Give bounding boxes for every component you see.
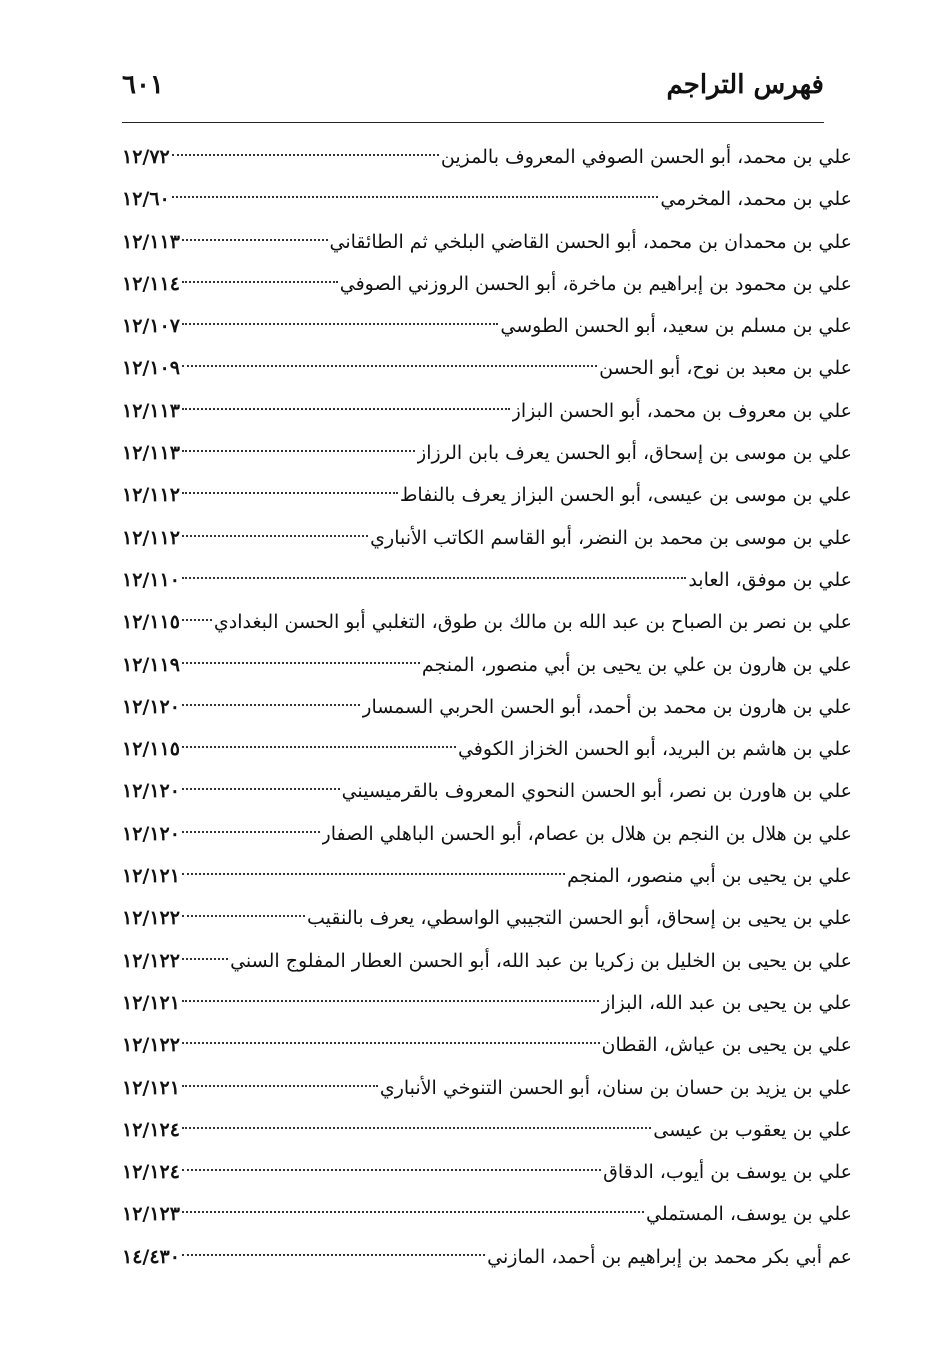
entry-reference: ١٢/١١٢: [122, 484, 180, 507]
entry-name: علي بن يحيى بن عياش، القطان: [601, 1034, 852, 1057]
entry-name: علي بن يعقوب بن عيسى: [653, 1118, 852, 1141]
entry-name: علي بن معروف بن محمد، أبو الحسن البزاز: [511, 399, 852, 422]
dot-leader: [172, 196, 659, 198]
dot-leader: [182, 577, 686, 579]
dot-leader: [182, 1254, 485, 1256]
dot-leader: [182, 704, 360, 706]
index-entry: [122, 855, 852, 897]
entry-name: علي بن يوسف، المستملي: [645, 1203, 852, 1226]
dot-leader: [182, 746, 456, 748]
index-entry: [122, 432, 852, 474]
dot-leader: [182, 1127, 651, 1129]
index-entries-list: [122, 136, 852, 1278]
entry-reference: ١٢/١١٠: [122, 568, 180, 591]
entry-name: علي بن موسى بن إسحاق، أبو الحسن يعرف بابن الرزاز: [417, 442, 852, 465]
index-entry: [122, 517, 852, 559]
dot-leader: [182, 408, 510, 410]
entry-reference: ١٢/١٢٤: [122, 1118, 180, 1141]
index-entry: [122, 644, 852, 686]
entry-name: علي بن محمود بن إبراهيم بن ماخرة، أبو الحسن الروزني الصوفي: [339, 272, 852, 295]
index-entry: [122, 940, 852, 982]
entry-name: علي بن محمد، المخرمي: [660, 188, 852, 211]
entry-name: علي بن هارون بن محمد بن أحمد، أبو الحسن الحربي السمسار: [362, 695, 852, 718]
entry-reference: ١٢/١١٣: [122, 230, 180, 253]
entry-name: علي بن موسى بن عيسى، أبو الحسن البزاز يعرف بالنفاط: [399, 484, 852, 507]
entry-name: علي بن موفق، العابد: [688, 568, 852, 591]
entry-name: علي بن يحيى بن الخليل بن زكريا بن عبد الله، أبو الحسن العطار المفلوج السني: [230, 949, 852, 972]
index-entry: [122, 728, 852, 770]
entry-name: علي بن هاورن بن نصر، أبو الحسن النحوي المعروف بالقرميسيني: [341, 780, 852, 803]
dot-leader: [182, 1000, 599, 1002]
page-header: [122, 66, 824, 114]
index-entry: [122, 559, 852, 601]
entry-reference: ١٢/١٢٢: [122, 907, 180, 930]
dot-leader: [182, 619, 212, 621]
index-entry: [122, 136, 852, 178]
dot-leader: [182, 1169, 601, 1171]
index-entry: [122, 1236, 852, 1278]
entry-reference: ١٢/١١٤: [122, 272, 180, 295]
entry-reference: ١٢/١١٥: [122, 611, 180, 634]
index-entry: [122, 1067, 852, 1109]
entry-reference: ١٢/١١٣: [122, 442, 180, 465]
index-entry: [122, 263, 852, 305]
index-entry: [122, 474, 852, 516]
header-rule: [122, 122, 824, 123]
dot-leader: [182, 281, 338, 283]
entry-reference: ١٢/١٢١: [122, 1076, 180, 1099]
index-entry: [122, 1151, 852, 1193]
entry-name: علي بن هاشم بن البريد، أبو الحسن الخزاز الكوفي: [457, 738, 852, 761]
dot-leader: [182, 1211, 644, 1213]
dot-leader: [182, 1085, 378, 1087]
entry-reference: ١٢/١٢١: [122, 991, 180, 1014]
page-title: فهرس التراجم: [666, 70, 824, 100]
entry-reference: ١٢/٦٠: [122, 188, 170, 211]
entry-reference: ١٢/١٢٠: [122, 695, 180, 718]
entry-reference: ١٢/١٢٤: [122, 1161, 180, 1184]
entry-reference: ١٢/١١٢: [122, 526, 180, 549]
dot-leader: [182, 831, 320, 833]
entry-reference: ١٢/١٢٠: [122, 780, 180, 803]
entry-name: علي بن معبد بن نوح، أبو الحسن: [599, 357, 852, 380]
entry-reference: ١٢/١٢٠: [122, 822, 180, 845]
index-entry: [122, 221, 852, 263]
entry-reference: ١٢/١١٩: [122, 653, 180, 676]
dot-leader: [182, 788, 340, 790]
entry-name: علي بن مسلم بن سعيد، أبو الحسن الطوسي: [500, 315, 852, 338]
entry-name: علي بن يزيد بن حسان بن سنان، أبو الحسن التنوخي الأنباري: [379, 1076, 852, 1099]
index-entry: [122, 897, 852, 939]
index-entry: [122, 1024, 852, 1066]
entry-reference: ١٢/١٢١: [122, 865, 180, 888]
index-entry: [122, 305, 852, 347]
entry-name: علي بن محمد، أبو الحسن الصوفي المعروف بالمزين: [440, 146, 852, 168]
index-entry: [122, 601, 852, 643]
entry-name: علي بن يحيى بن عبد الله، البزاز: [601, 991, 852, 1014]
entry-name: علي بن يوسف بن أيوب، الدقاق: [603, 1161, 852, 1184]
dot-leader: [182, 1042, 600, 1044]
entry-reference: ١٤/٤٣٠: [122, 1245, 180, 1268]
entry-name: علي بن يحيى بن أبي منصور، المنجم: [567, 865, 852, 888]
entry-name: عم أبي بكر محمد بن إبراهيم بن أحمد، المازني: [487, 1245, 852, 1268]
dot-leader: [182, 365, 597, 367]
page-number: ٦٠١: [122, 70, 164, 100]
dot-leader: [182, 450, 415, 452]
dot-leader: [182, 239, 328, 241]
index-entry: [122, 390, 852, 432]
dot-leader: [172, 154, 439, 156]
dot-leader: [182, 873, 565, 875]
dot-leader: [182, 915, 305, 917]
entry-reference: ١٢/١٢٢: [122, 949, 180, 972]
index-entry: [122, 770, 852, 812]
dot-leader: [182, 323, 498, 325]
dot-leader: [182, 662, 420, 664]
entry-reference: ١٢/٧٢: [122, 146, 170, 168]
entry-name: علي بن هارون بن علي بن يحيى بن أبي منصور، المنجم: [421, 653, 852, 676]
entry-name: علي بن محمدان بن محمد، أبو الحسن القاضي البلخي ثم الطائقاني: [329, 230, 852, 253]
index-entry: [122, 813, 852, 855]
index-entry: [122, 982, 852, 1024]
entry-reference: ١٢/١٢٢: [122, 1034, 180, 1057]
index-entry: [122, 1193, 852, 1235]
entry-name: علي بن هلال بن النجم بن هلال بن عصام، أبو الحسن الباهلي الصفار: [321, 822, 852, 845]
index-entry: [122, 178, 852, 220]
entry-reference: ١٢/١٠٧: [122, 315, 180, 338]
dot-leader: [182, 492, 398, 494]
entry-reference: ١٢/١٠٩: [122, 357, 180, 380]
entry-reference: ١٢/١١٥: [122, 738, 180, 761]
index-entry: [122, 1109, 852, 1151]
entry-reference: ١٢/١٢٣: [122, 1203, 180, 1226]
entry-name: علي بن نصر بن الصباح بن عبد الله بن مالك بن طوق، التغلبي أبو الحسن البغدادي: [213, 611, 852, 634]
index-entry: [122, 347, 852, 389]
entry-name: علي بن يحيى بن إسحاق، أبو الحسن التجيبي الواسطي، يعرف بالنقيب: [307, 907, 852, 930]
entry-name: علي بن موسى بن محمد بن النضر، أبو القاسم الكاتب الأنباري: [370, 526, 852, 549]
dot-leader: [182, 958, 228, 960]
index-entry: [122, 686, 852, 728]
dot-leader: [182, 535, 368, 537]
entry-reference: ١٢/١١٣: [122, 399, 180, 422]
